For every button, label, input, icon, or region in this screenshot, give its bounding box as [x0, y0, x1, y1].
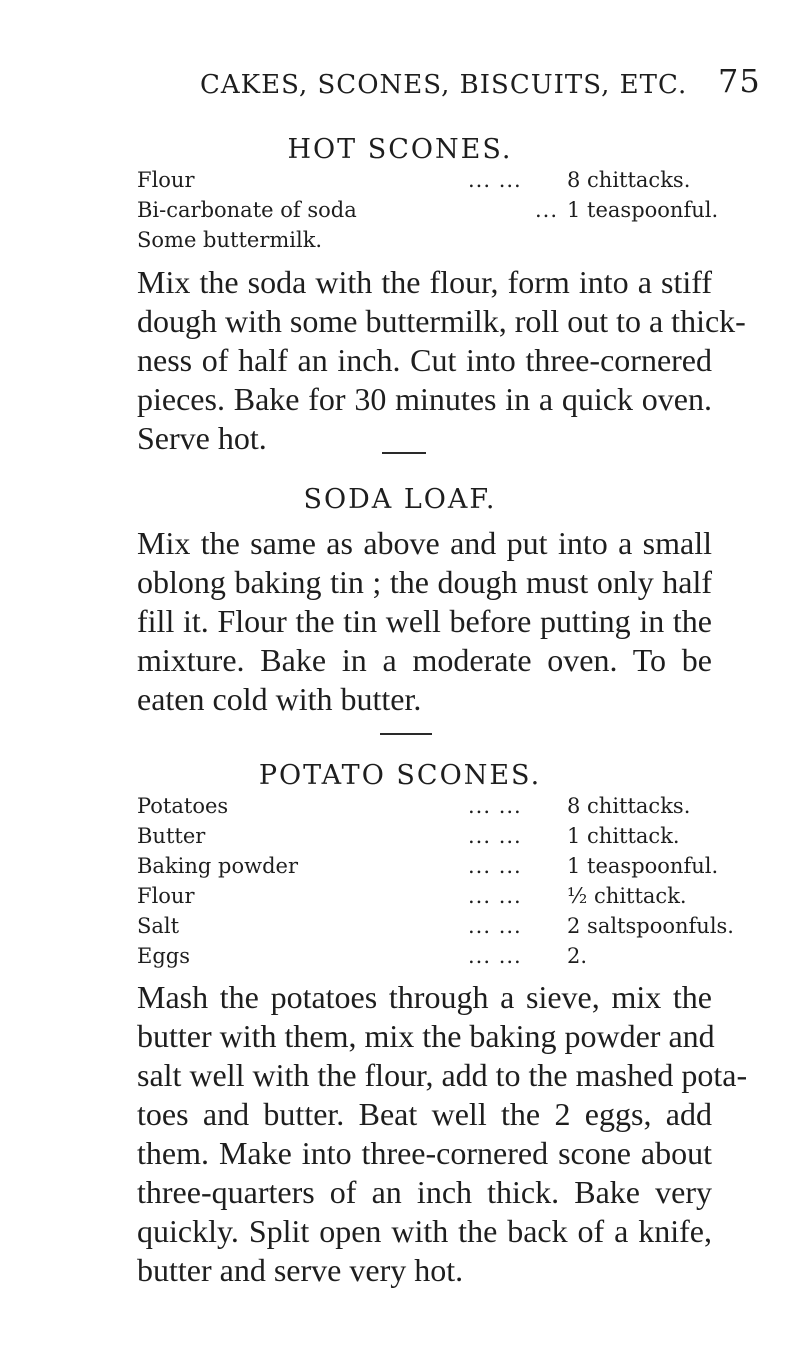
ingredient-quantity: 8 chittacks.: [567, 168, 691, 192]
text-line: fill it. Flour the tin well before putting in the: [137, 603, 712, 639]
ingredient-row: [137, 168, 737, 196]
ingredient-quantity: 1 teaspoonful.: [567, 854, 719, 878]
ingredient-name: Some buttermilk.: [137, 228, 323, 252]
ingredient-name: Flour: [137, 168, 195, 192]
potato-scones-method: [137, 978, 748, 1290]
text-line: pieces. Bake for 30 minutes in a quick oven.: [137, 381, 712, 417]
page-number: 75: [718, 62, 761, 100]
hot-scones-method: [137, 263, 746, 458]
section-divider: [380, 733, 432, 735]
ingredient-row: [137, 854, 737, 882]
text-line: oblong baking tin ; the dough must only half: [137, 564, 712, 600]
text-line: butter with them, mix the baking powder and: [137, 1018, 715, 1054]
text-line: Serve hot.: [137, 420, 267, 456]
text-line: salt well with the flour, add to the mashed pota-: [137, 1057, 748, 1093]
leader-dots: ... ...: [468, 168, 522, 192]
text-line: them. Make into three-cornered scone about: [137, 1135, 712, 1171]
text-line: quickly. Split open with the back of a knife,: [137, 1213, 712, 1249]
ingredient-quantity: 8 chittacks.: [567, 794, 691, 818]
ingredient-quantity: 1 teaspoonful.: [567, 198, 719, 222]
ingredient-quantity: 1 chittack.: [567, 824, 680, 848]
leader-dots: ... ...: [468, 854, 522, 878]
hot-scones-heading: HOT SCONES.: [287, 134, 513, 165]
ingredient-row: [137, 914, 737, 942]
ingredient-row: [137, 944, 737, 972]
text-line: toes and butter. Beat well the 2 eggs, add: [137, 1096, 712, 1132]
leader-dots: ... ...: [468, 794, 522, 818]
ingredient-row: [137, 794, 737, 822]
text-line: dough with some buttermilk, roll out to a thick-: [137, 303, 746, 339]
text-line: mixture. Bake in a moderate oven. To be: [137, 642, 712, 678]
ingredient-row: [137, 228, 737, 256]
soda-loaf-heading: SODA LOAF.: [303, 484, 497, 515]
text-line: Mix the soda with the flour, form into a stiff: [137, 264, 712, 300]
leader-dots: ... ...: [468, 884, 522, 908]
text-line: Mix the same as above and put into a small: [137, 525, 712, 561]
text-line: three-quarters of an inch thick. Bake very: [137, 1174, 712, 1210]
ingredient-quantity: 2 saltspoonfuls.: [567, 914, 734, 938]
ingredient-quantity: 2.: [567, 944, 588, 968]
section-divider: [382, 452, 426, 454]
potato-scones-heading: POTATO SCONES.: [258, 760, 542, 791]
ingredient-name: Baking powder: [137, 854, 299, 878]
text-line: Mash the potatoes through a sieve, mix the: [137, 979, 712, 1015]
leader-dots: ... ...: [468, 824, 522, 848]
leader-dots: ...: [535, 198, 559, 222]
ingredient-name: Salt: [137, 914, 180, 938]
running-head-title: CAKES, SCONES, BISCUITS, ETC.: [200, 70, 688, 100]
soda-loaf-method: [137, 524, 712, 719]
ingredient-row: [137, 198, 737, 226]
leader-dots: ... ...: [468, 914, 522, 938]
ingredient-name: Butter: [137, 824, 206, 848]
text-line: eaten cold with butter.: [137, 681, 422, 717]
ingredient-quantity: ½ chittack.: [567, 884, 687, 908]
ingredient-row: [137, 824, 737, 852]
ingredient-name: Flour: [137, 884, 195, 908]
ingredient-row: [137, 884, 737, 912]
ingredient-name: Eggs: [137, 944, 190, 968]
ingredient-name: Bi-carbonate of soda: [137, 198, 357, 222]
text-line: ness of half an inch. Cut into three-cornered: [137, 342, 712, 378]
text-line: butter and serve very hot.: [137, 1252, 464, 1288]
leader-dots: ... ...: [468, 944, 522, 968]
ingredient-name: Potatoes: [137, 794, 229, 818]
